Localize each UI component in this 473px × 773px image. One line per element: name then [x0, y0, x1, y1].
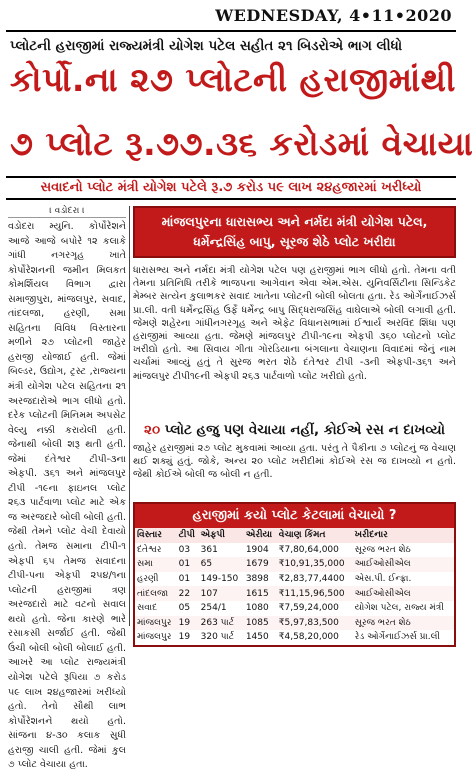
col-header-fp: એફપી: [199, 528, 244, 543]
cell-area: માંજલપુર: [135, 616, 177, 631]
table-row: [135, 586, 454, 601]
unsold-count: ૨૦: [144, 422, 161, 438]
cell-area: સવાદ: [137, 603, 158, 614]
cell-tp: 03: [178, 544, 191, 555]
right-article-text: ધારાસભ્ય અને નર્મદા મંત્રી યોગેશ પટેલ પણ હરાજીમાં ભાગ લીધો હતો. તેમના વતી તેમના પ્રતિનિધિ તરીકે ભાજપના આગેવાન એવા એમ.એસ. યુનિવર્સિટીના સિન્ડિકેટ મેમ્બર સત્યેન કુલાભકર સવાદ ખાતેના પ્લોટની બોલી બોલતા હતા. રેડ ઓર્ગેનાઈઝર્સ પ્રા.લી. વતી ધર્મેન્દ્રસિંહ ઉર્ફે ધર્મેન્દ્ર બાપુ સિદ્ધરાજસિંહ વાઘેલાએ બોલી લગાવી હતી. જેમણે શહેરના ગાંધીનગરગૃહ અને એફેટ વિધાનસભામાં ઈશ્વાર્ય અરવિંદ શિંધા પણ હરાજીમાં આવ્યા હતા. જેમણે માંજલપુર ટીપી-૧૯ના એફપી ૩૬૦ પ્લોટનો પ્લોટ ખરીદ્યો હતો. આ સિવાય ગીતા ગોરડિયાના બંગલાના વેચાણના વિવાદમાં જેનું નામ ચર્ચામાં આવ્યું હતું તે સુરજ ભરત શેઠે દંતેશ્વર ટીપી -૩ની એફપી-૩૬૧ અને માંજલપુર ટીપી૧૯ની એફપી ૨૬૩ પાર્ટવાળો પ્લોટ ખરીદ્યો હતો.: [133, 265, 456, 382]
col-header-size: એરીયા: [244, 528, 277, 543]
cell-size: 1080: [245, 603, 269, 614]
cell-area: હરણી: [137, 574, 159, 585]
cell-buyer: સૂરજ ભરત શેઠ: [353, 616, 454, 631]
cell-buyer: એસ.પી. ઈન્ફ્રા.: [354, 574, 412, 585]
cell-tp: 22: [177, 586, 199, 601]
highlight-box: માંજલપુરના ધારાસભ્ય અને નર્મદા મંત્રી યોગેશ પટેલ, ધર્મેન્દ્રસિંહ બાપુ, સૂરજ શેઠે પ્લોટ ખરીદ્યા: [133, 206, 456, 258]
cell-tp: 01: [177, 557, 199, 572]
unsold-plots-subhead: [133, 422, 456, 438]
cell-fp: 254/1: [200, 603, 227, 614]
cell-fp: 263 પાર્ટ: [199, 616, 244, 631]
table-row: [135, 630, 454, 645]
table-row: [135, 616, 454, 631]
cell-price: ₹5,97,83,500: [277, 616, 353, 631]
cell-buyer: આઈઓસીએલ: [353, 557, 454, 572]
cell-buyer: સૂરજ ભરત શેઠ: [354, 544, 411, 555]
col-header-tp: ટીપી: [177, 528, 199, 543]
top-rule: [6, 30, 456, 32]
left-article-text: વડોદરા મ્યુનિ. કોર્પોરેશને આજે આજે બપોરે ૧૨ કલાકે ગાંધી નગરગૃહ ખાતે કોર્પોરેશનની જમીન મિલકત કોમર્શિયલ વિભાગ દ્વારા સમાજીપુરા, માંજલપુર, સવાદ, તાંદલજા, હરણી, સમા સહિતના વિવિધ વિસ્તારના મળીને ૨૭ પ્લોટની જાહેર હરાજી યોજાઈ હતી. જેમાં બિલ્ડર, ઉદ્યોગ, ટ્રસ્ટ ,રાજ્યના મંત્રી યોગેશ પટેલ સહિતના ૨૧ અરજદારોએ ભાગ લીધો હતો. દરેક પ્લોટની મિનિમમ અપસેટ વેલ્યુ નક્કી કરાયેલી હતી. જેનાથી બોલી શરૂ થતી હતી. જેમાં દંતેશ્વર ટીપી-૩ના એફપી. ૩૬૧ અને માંજલપુર ટીપી -૧૯ના ફાઇનલ પ્લોટ ૨૬૩ પાર્ટવાળા પ્લોટ માટે એક જ અરજદારે બોલી બોલી હતી. જેથી તેમને પ્લોટ વેચી દેવાયો હતો. તેમજ સમાના ટીપી-૧ એફપી ૬૫ તેમજ સવાદના ટીપી-પના એફપી ૨૫૪/૧ના પ્લોટની હરાજીમાં ત્રણ અરજદારો માટે વટનો સવાલ થયો હતો. જેના કારણે ભારે રસાકસી સર્જાઈ હતી. જેથી ઉંચી બોલી બોલી બોલાઈ હતી. આખરે આ પ્લોટ રાજ્યમંત્રી યોગેશ પટેલે રૂપિયા ૭ કરોડ ૫૯ લાખ ૨૪હજારમાં ખરીધ્યો હતો. તેનો સૌથી લાભ કોર્પોરેશનને થયો હતો. સાંજના ૪-૩૦ કલાક સુધી હરાજી ચાલી હતી. જેમાં કુલ ૭ પ્લોટ વેચાયા હતા.: [8, 221, 126, 771]
auction-table: [135, 528, 454, 645]
auction-table-box: [133, 502, 456, 647]
cell-price: ₹2,83,77,4400: [278, 574, 345, 585]
col-header-price: વેચાણ કિંમત: [277, 528, 353, 543]
kicker-line: પ્લોટની હરાજીમાં રાજ્યમંત્રી યોગેશ પટેલ સહીત ૨૧ બિડરોએ ભાગ લીધો: [10, 38, 403, 54]
cell-area: તાંદલજા: [135, 586, 177, 601]
cell-buyer: યોગેશ પટેલ, રાજ્ય મંત્રી: [354, 603, 444, 614]
cell-buyer: આઈઓસીએલ: [353, 586, 454, 601]
dateline-byline: । વડોદરા ।: [8, 206, 126, 218]
col-header-buyer: ખરીદનાર: [353, 528, 454, 543]
cell-fp: 107: [199, 586, 244, 601]
cell-price: ₹4,58,20,000: [278, 632, 339, 643]
cell-tp: 19: [177, 616, 199, 631]
table-row: [135, 557, 454, 572]
headline-line-2: ૭ પ્લોટ રૂ.૭૭.૩૬ કરોડમાં વેચાયા: [10, 124, 473, 163]
cell-area: દંતેશ્વર: [137, 544, 162, 555]
column-divider: [129, 206, 130, 626]
cell-area: સમા: [135, 557, 177, 572]
cell-fp: 320 પાર્ટ: [200, 632, 234, 643]
table-row: [135, 543, 454, 558]
date-line: WEDNESDAY, 4•11•2020: [215, 6, 452, 25]
cell-price: ₹7,80,64,000: [278, 544, 339, 555]
cell-fp: 149-150: [200, 574, 239, 585]
cell-size: 1679: [244, 557, 277, 572]
table-row: [135, 601, 454, 616]
cell-price: ₹11,15,96,500: [277, 586, 353, 601]
cell-size: 1085: [244, 616, 277, 631]
cell-fp: 65: [199, 557, 244, 572]
cell-size: 1615: [244, 586, 277, 601]
cell-tp: 19: [178, 632, 191, 643]
headline-line-1: કોર્પો.ના ૨૭ પ્લોટની હરાજીમાંથી: [10, 60, 456, 99]
cell-area: માંજલપુર: [137, 632, 172, 643]
table-row: [135, 572, 454, 587]
table-header-row: [135, 528, 454, 543]
cell-tp: 01: [178, 574, 191, 585]
right-column: [133, 206, 456, 643]
cell-price: ₹7,59,24,000: [278, 603, 339, 614]
cell-size: 1450: [245, 632, 269, 643]
cell-fp: 361: [200, 544, 218, 555]
subheadline: સવાદનો પ્લોટ મંત્રી યોગેશ પટેલે રૂ.૭ કરોડ ૫૯ લાખ ૨૪હજારમાં ખરીધ્યો: [6, 176, 456, 200]
cell-tp: 05: [178, 603, 191, 614]
col-header-area: વિસ્તાર: [135, 528, 177, 543]
cell-price: ₹10,91,35,000: [277, 557, 353, 572]
unsold-article-text: જાહેર હરાજીમાં ૨૭ પ્લોટ મુકવામાં આવ્યા હતા. પરંતુ તે પૈકીના ૭ પ્લોટનું જ વેચાણ થઈ શક્યું હતું. જોકે, અન્ય ૨૦ પ્લોટ ખરીદીમાં કોઈએ રસ જ દાખવ્યો ન હતો. જેથી કોઈએ બોલી જ બોલી ન હતી.: [133, 443, 456, 481]
unsold-subhead-text: પ્લોટ હજુ પણ વેચાયા નહીં, કોઈએ રસ ન દાખવ્યો: [160, 422, 445, 438]
cell-buyer: રેડ ઓર્ગેનાઈઝર્સ પ્રા.લી: [354, 632, 440, 643]
cell-size: 3898: [245, 574, 269, 585]
table-title: હરાજીમાં કયો પ્લોટ કેટલામાં વેચાયો ?: [135, 504, 454, 528]
left-column: [8, 206, 126, 771]
cell-size: 1904: [245, 544, 269, 555]
